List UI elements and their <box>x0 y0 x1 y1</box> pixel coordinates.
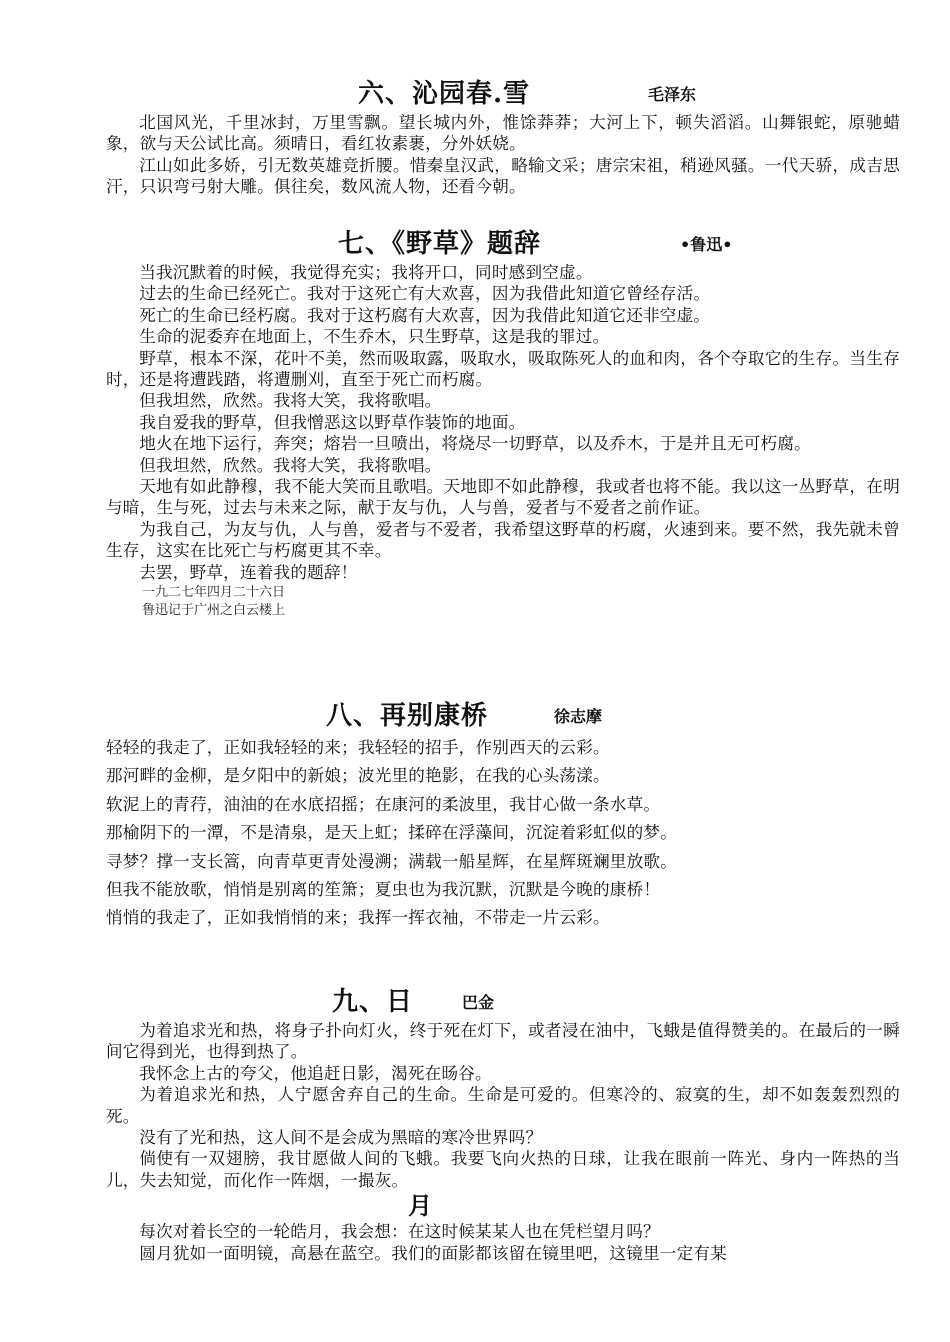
poem-line: 那河畔的金柳，是夕阳中的新娘；波光里的艳影，在我的心头荡漾。 <box>106 766 610 786</box>
poem-line: 轻轻的我走了，正如我轻轻的来；我轻轻的招手，作别西天的云彩。 <box>106 738 610 757</box>
paragraph: 野草，根本不深，花叶不美，然而吸取露，吸取水，吸取陈死人的血和肉，各个夺取它的生存。当生存时，还是将遭践踏，将遭删刈，直至于死亡而朽腐。 <box>106 348 900 390</box>
paragraph: 没有了光和热，这人间不是会成为黑暗的寒冷世界吗？ <box>139 1128 543 1148</box>
paragraph: 过去的生命已经死亡。我对于这死亡有大欢喜，因为我借此知道它曾经存活。 <box>139 284 711 304</box>
section-author: •鲁迅• <box>680 235 733 254</box>
paragraph: 江山如此多娇，引无数英雄竞折腰。惜秦皇汉武，略输文采；唐宗宋祖，稍逊风骚。一代天骄，成吉思汗，只识弯弓射大雕。俱往矣，数风流人物，还看今朝。 <box>106 155 900 197</box>
section-author: 毛泽东 <box>648 85 697 104</box>
paragraph: 北国风光，千里冰封，万里雪飘。望长城内外，惟馀莽莽；大河上下，顿失滔滔。山舞银蛇，原驰蜡象，欲与天公试比高。须晴日，看红妆素裹，分外妖娆。 <box>106 113 900 154</box>
section-author: 徐志摩 <box>554 707 603 726</box>
paragraph: 当我沉默着的时候，我觉得充实；我将开口，同时感到空虚。 <box>139 263 593 282</box>
section-author: 巴金 <box>462 993 495 1012</box>
paragraph: 倘使有一双翅膀，我甘愿做人间的飞蛾。我要飞向火热的日球，让我在眼前一阵光、身内一阵热的当儿，失去知觉，而化作一阵烟，一撮灰。 <box>106 1149 900 1190</box>
section-title: 七、《野草》题辞 <box>338 229 542 259</box>
poem-line: 软泥上的青荇，油油的在水底招摇；在康河的柔波里，我甘心做一条水草。 <box>106 794 661 814</box>
section-qinyuanchun-xue <box>106 78 900 198</box>
paragraph: 去罢，野草，连着我的题辞！ <box>139 562 358 582</box>
section-yecao-tici <box>106 228 900 621</box>
paragraph: 死亡的生命已经朽腐。我对于这朽腐有大欢喜，因为我借此知道它还非空虚。 <box>139 305 711 325</box>
date-note: 一九二七年四月二十六日 <box>142 585 286 601</box>
paragraph: 但我坦然，欣然。我将大笑，我将歌唱。 <box>139 455 442 475</box>
paragraph: 为我自己，为友与仇，人与兽，爱者与不爱者，我希望这野草的朽腐，火速到来。要不然，我先就未曾生存，这实在比死亡与朽腐更其不幸。 <box>106 519 900 561</box>
paragraph: 我自爱我的野草，但我憎恶这以野草作装饰的地面。 <box>139 412 526 432</box>
section-ri-yue <box>106 986 900 1264</box>
paragraph: 为着追求光和热，人宁愿舍弃自己的生命。生命是可爱的。但寒冷的、寂寞的生，却不如轰轰烈烈的死。 <box>106 1085 900 1126</box>
sub-title: 月 <box>408 1191 432 1221</box>
paragraph: 天地有如此静穆，我不能大笑而且歌唱。天地即不如此静穆，我或者也将不能。我以这一丛野草，在明与暗，生与死，过去与未来之际，献于友与仇，人与兽，爱者与不爱者之前作证。 <box>106 477 900 518</box>
paragraph: 为着追求光和热，将身子扑向灯火，终于死在灯下，或者浸在油中，飞蛾是值得赞美的。在最后的一瞬间它得到光，也得到热了。 <box>106 1021 900 1062</box>
poem-line: 悄悄的我走了，正如我悄悄的来；我挥一挥衣袖，不带走一片云彩。 <box>106 908 610 928</box>
paragraph: 地火在地下运行，奔突；熔岩一旦喷出，将烧尽一切野草，以及乔木，于是并且无可朽腐。 <box>139 434 811 454</box>
poem-line: 寻梦？撑一支长篙，向青草更青处漫溯；满载一船星辉，在星辉斑斓里放歌。 <box>106 851 677 871</box>
section-title: 六、沁园春.雪 <box>358 79 531 109</box>
place-note: 鲁迅记于广州之白云楼上 <box>142 603 286 619</box>
section-title: 九、日 <box>332 987 414 1017</box>
paragraph: 生命的泥委弃在地面上，不生乔木，只生野草，这是我的罪过。 <box>139 327 610 347</box>
section-title: 八、再别康桥 <box>326 701 489 731</box>
paragraph: 每次对着长空的一轮皓月，我会想：在这时候某某人也在凭栏望月吗？ <box>139 1222 660 1242</box>
section-zaibie-kangqiao <box>106 700 900 933</box>
paragraph: 我怀念上古的夸父，他追赶日影，渴死在旸谷。 <box>139 1063 492 1083</box>
paragraph: 但我坦然，欣然。我将大笑，我将歌唱。 <box>139 391 442 411</box>
paragraph: 圆月犹如一面明镜，高悬在蓝空。我们的面影都该留在镜里吧，这镜里一定有某 <box>139 1243 727 1263</box>
poem-line: 那榆阴下的一潭，不是清泉，是天上虹；揉碎在浮藻间，沉淀着彩虹似的梦。 <box>106 823 677 843</box>
poem-line: 但我不能放歌，悄悄是别离的笙箫；夏虫也为我沉默，沉默是今晚的康桥！ <box>106 880 661 900</box>
